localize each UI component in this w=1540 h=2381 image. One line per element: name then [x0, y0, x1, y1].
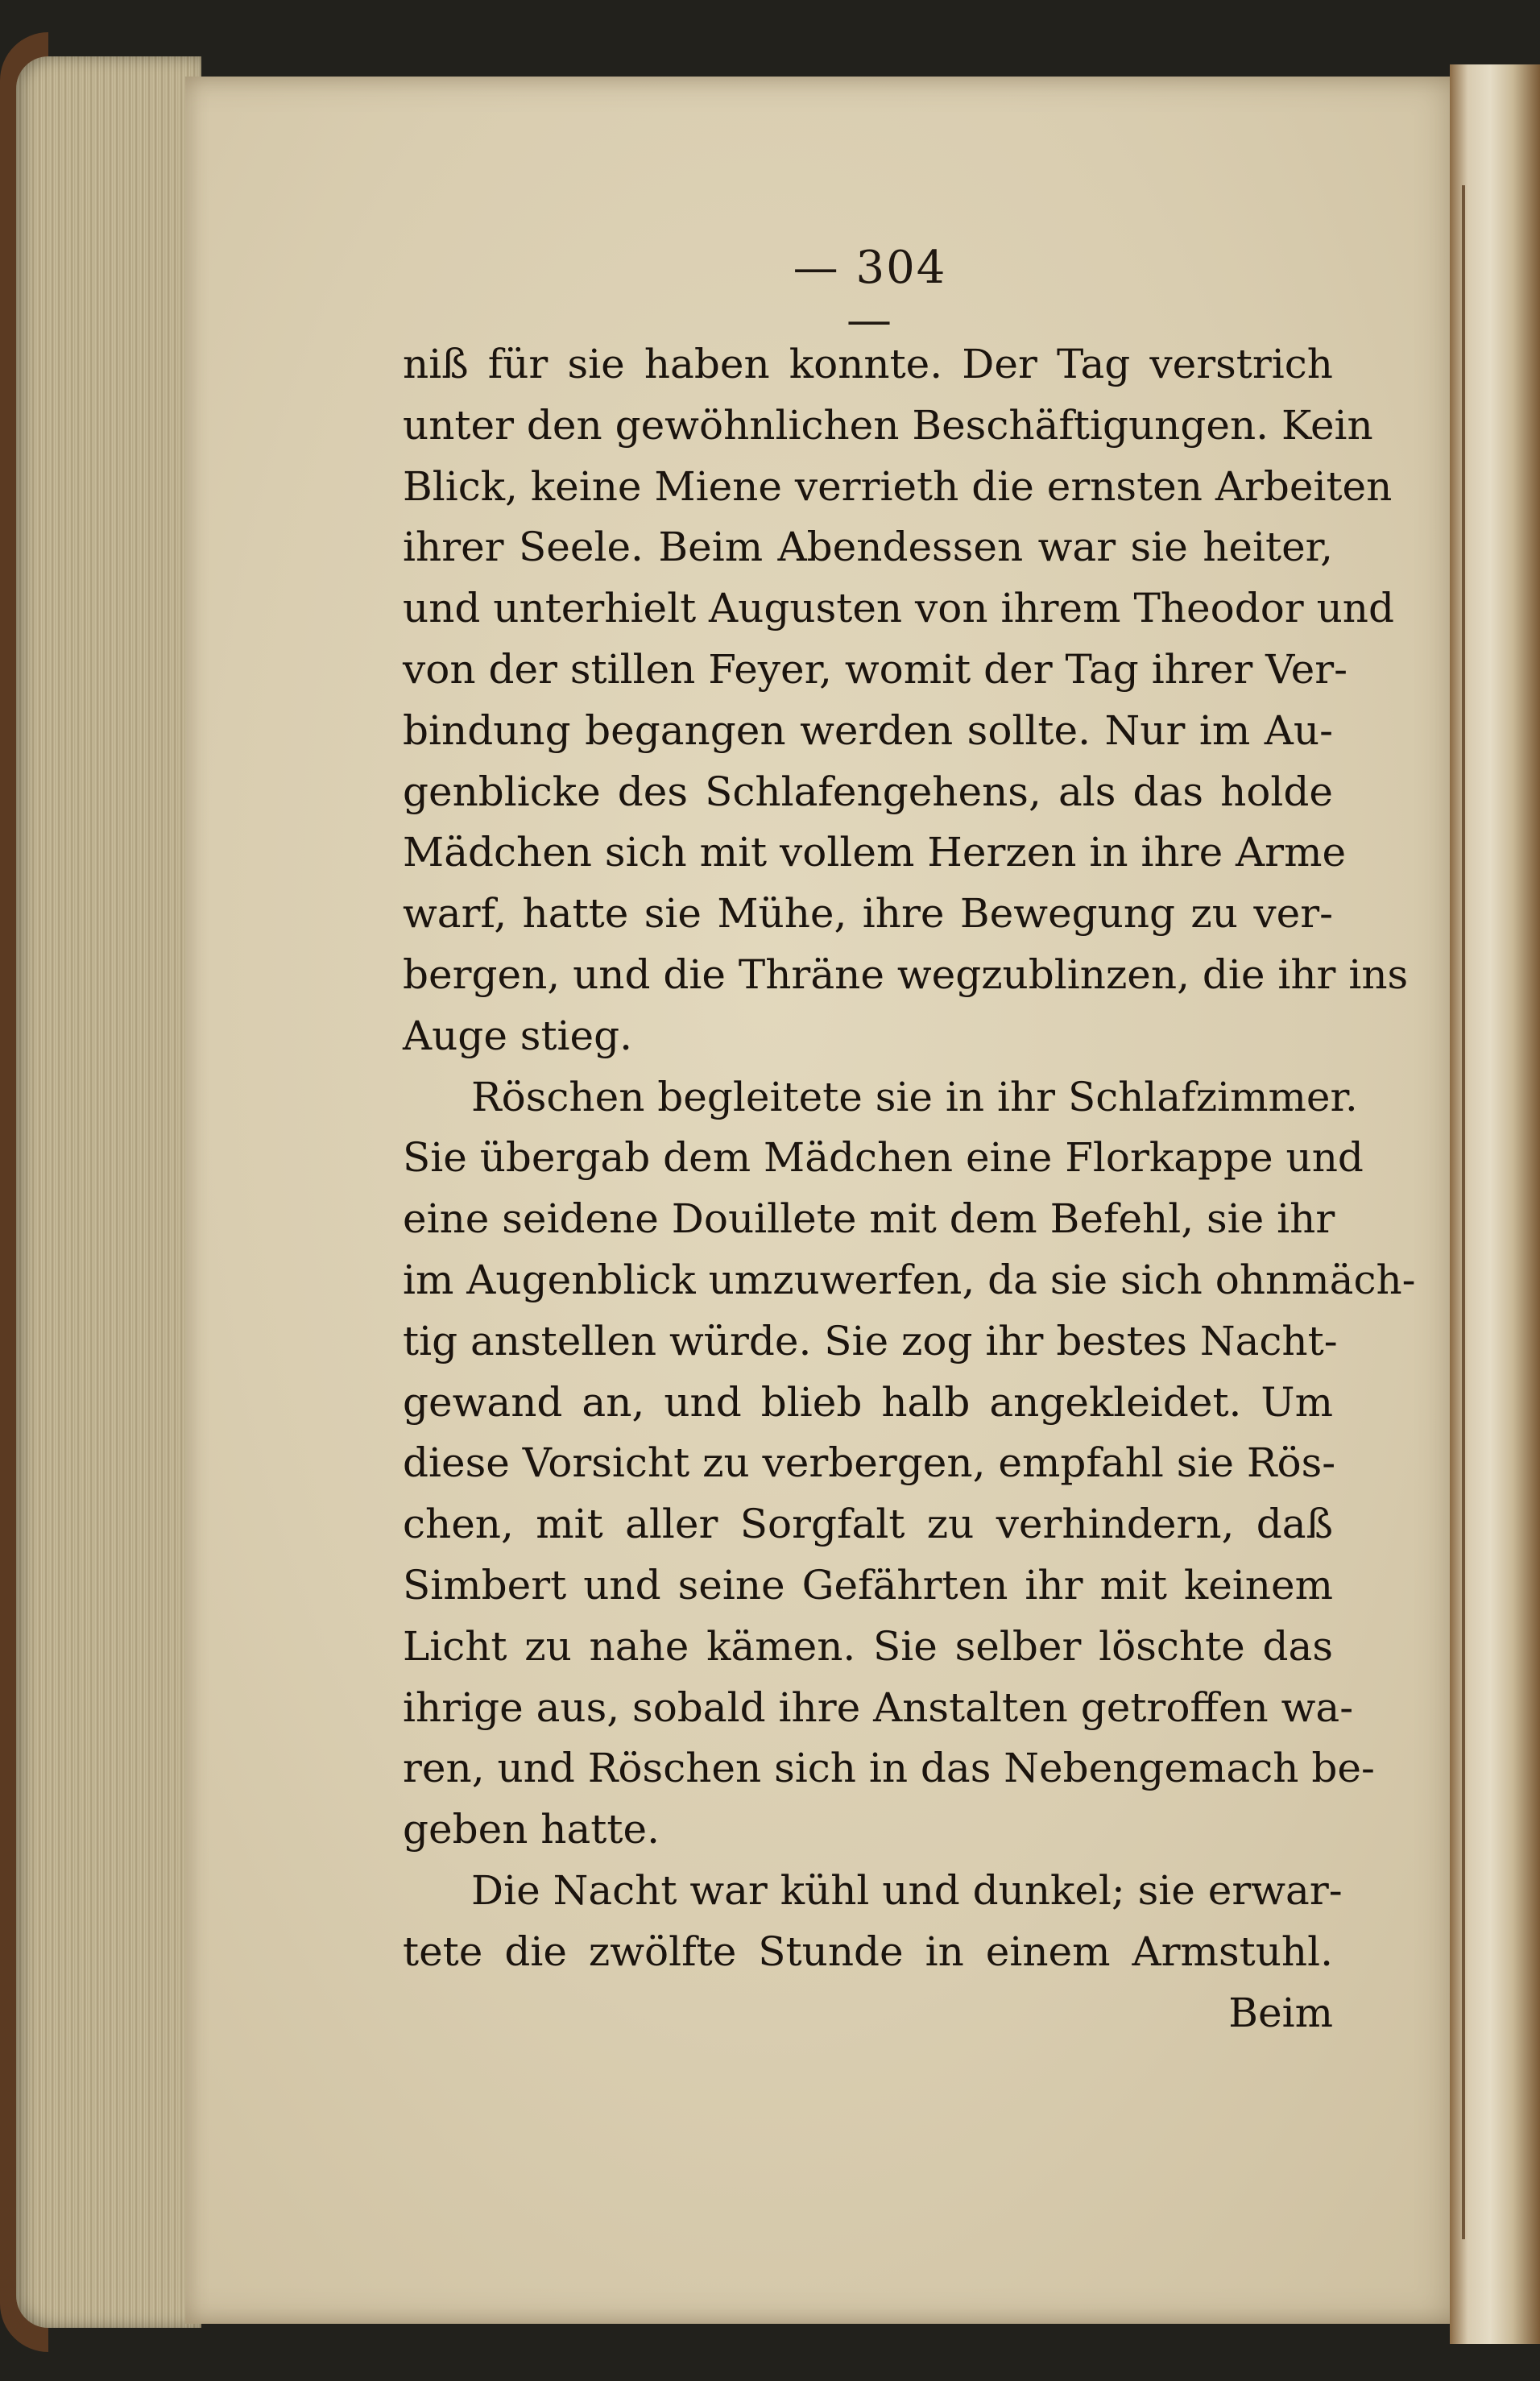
catchword: Beim	[1228, 1989, 1333, 2036]
text-line: geben hatte.	[403, 1806, 660, 1853]
text-line: Die Nacht war kühl und dunkel; sie erwar-	[471, 1866, 1343, 1914]
text-line: von der stillen Feyer, womit der Tag ihrer Ver-	[403, 645, 1348, 693]
text-line: genblicke des Schlafengehens, als das holde	[403, 768, 1333, 815]
text-line: Auge stieg.	[403, 1012, 633, 1059]
body-text	[403, 334, 1416, 2044]
text-line: ren, und Röschen sich in das Nebengemach be-	[403, 1745, 1375, 1792]
text-line: Licht zu nahe kämen. Sie selber löschte das	[403, 1622, 1333, 1670]
text-line: tete die zwölfte Stunde in einem Armstuhl.	[403, 1928, 1333, 1975]
text-line: bindung begangen werden sollte. Nur im Au-	[403, 706, 1333, 754]
text-line: ihrige aus, sobald ihre Anstalten getroffen wa-	[403, 1683, 1354, 1731]
text-line: Simbert und seine Gefährten ihr mit keinem	[403, 1561, 1333, 1609]
text-line: Blick, keine Miene verrieth die ernsten Arbeiten	[403, 462, 1393, 510]
binding-thread	[1462, 185, 1465, 2239]
text-line: Röschen begleitete sie in ihr Schlafzimmer.	[471, 1073, 1358, 1120]
text-line: niß für sie haben konnte. Der Tag verstrich	[403, 341, 1333, 387]
text-line: ihrer Seele. Beim Abendessen war sie heiter,	[403, 524, 1333, 571]
text-line: tig anstellen würde. Sie zog ihr bestes Nacht-	[403, 1317, 1338, 1364]
text-line: warf, hatte sie Mühe, ihre Bewegung zu ver-	[403, 890, 1333, 938]
page-edges	[16, 56, 201, 2328]
page-number: — 304 —	[793, 242, 947, 346]
text-line: gewand an, und blieb halb angekleidet. Um	[403, 1378, 1333, 1426]
text-line: bergen, und die Thräne wegzublinzen, die ihr ins	[403, 950, 1409, 998]
text-line: im Augenblick umzuwerfen, da sie sich ohnmäch-	[403, 1256, 1416, 1303]
text-line: eine seidene Douillete mit dem Befehl, sie ihr	[403, 1195, 1335, 1243]
text-line: chen, mit aller Sorgfalt zu verhindern, daß	[403, 1501, 1333, 1548]
text-line: unter den gewöhnlichen Beschäftigungen. Kein	[403, 401, 1373, 449]
text-line: Mädchen sich mit vollem Herzen in ihre Arme	[403, 829, 1347, 876]
text-line: und unterhielt Augusten von ihrem Theodor und	[403, 585, 1395, 632]
text-line: Sie übergab dem Mädchen eine Florkappe und	[403, 1134, 1364, 1182]
text-line: diese Vorsicht zu verbergen, empfahl sie Rös-	[403, 1439, 1336, 1487]
